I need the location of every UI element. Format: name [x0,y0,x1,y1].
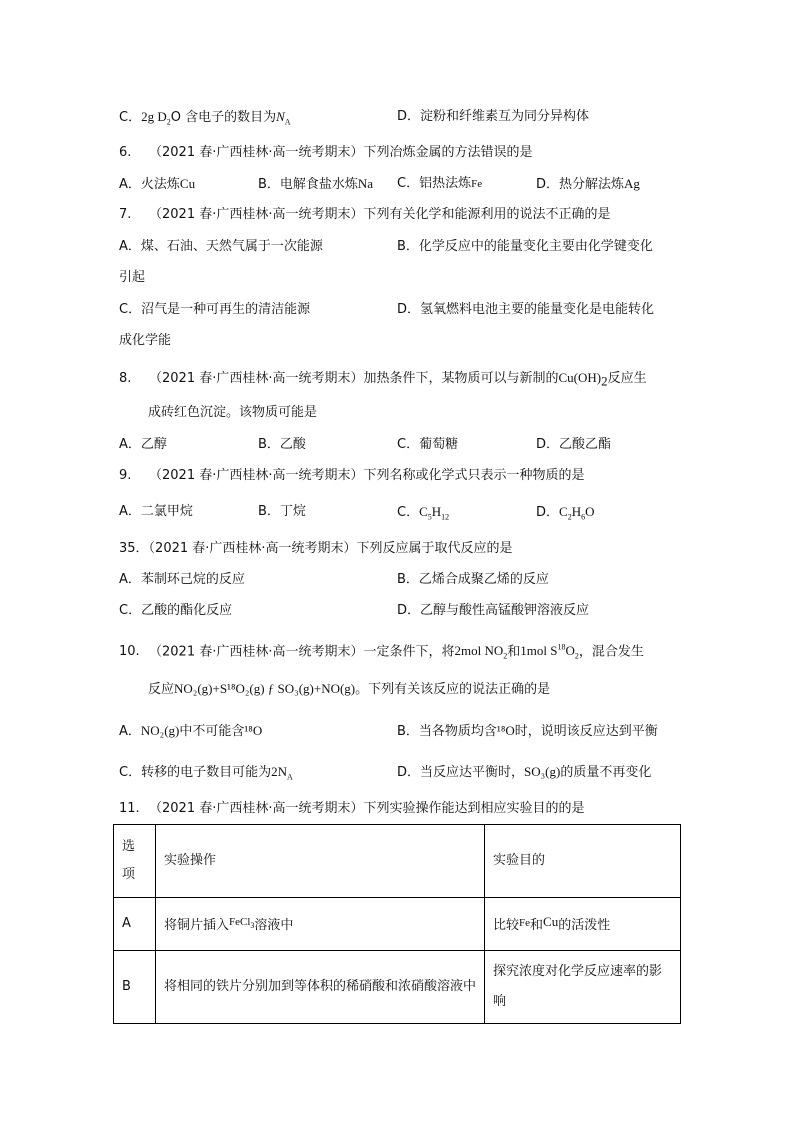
q10-stem-cont: 反应NO₂(g)+S¹⁸O₂(g) ƒ SO₃(g)+NO(g)。下列有关该反应的说法正确的是 [148,681,551,697]
q5-option-d: D．淀粉和纤维素互为同分异构体 [397,109,590,124]
q8-stem: 8. （2021 春·广西桂林·高一统考期末）加热条件下，某物质可以与新制的$Cu(OH)_2$反应生 [119,370,647,389]
row-b-operation: 将相同的铁片分别加到等体积的稀硝酸和浓硝酸溶液中 [156,951,485,1024]
q35-option-b: B．乙烯合成聚乙烯的反应 [397,572,549,587]
table-row [114,951,681,1024]
q6-option-a: A．火法炼Cu [119,176,196,192]
q8-option-a: A．乙醇 [119,437,167,452]
header-purpose: 实验目的 [485,825,681,898]
q8-option-b: B．乙酸 [258,437,306,452]
q7-option-a: A．煤、石油、天然气属于一次能源 [119,239,323,254]
q10-stem: 10. （2021 春·广西桂林·高一统考期末）一定条件下，将2mol $NO_2$和1mol $S^{18}O_2$，混合发生 [119,643,644,661]
row-a-option: A [114,898,156,951]
q9-stem: 9. （2021 春·广西桂林·高一统考期末）下列名称或化学式只表示一种物质的是 [119,468,585,483]
experiment-table [113,824,681,1024]
q7-option-b-cont: 引起 [119,270,146,285]
q7-option-b: B．化学反应中的能量变化主要由化学键变化 [397,239,653,254]
q35-option-c: C．乙酸的酯化反应 [119,603,233,618]
row-a-purpose: 比较$^{Fe}$和Cu的活泼性 [485,898,681,951]
q7-option-d: D．氢氧燃料电池主要的能量变化是电能转化 [397,302,655,317]
table-header-row [114,825,681,898]
q5-option-c: C．2g $D_2O$ 含电子的数目为$N_A$ [119,109,291,127]
q9-option-b: B．丁烷 [258,504,306,519]
header-operation: 实验操作 [156,825,485,898]
q9-option-a: A．二氯甲烷 [119,504,193,519]
header-option: 选项 [114,825,156,898]
q8-stem-cont: 成砖红色沉淀。该物质可能是 [148,405,318,420]
q10-equation: NO₂(g)+S¹⁸O₂(g) ƒ SO₃(g)+NO(g) [174,681,356,696]
q35-option-a: A．苯制环己烷的反应 [119,572,245,587]
table-row [114,898,681,951]
row-b-option: B [114,951,156,1024]
q7-option-c: C．沼气是一种可再生的清洁能源 [119,302,311,317]
q9-option-d: D．$C_2H_6O$ [536,504,595,522]
q10-option-a: A．NO₂(g)中不可能含¹⁸O [119,723,263,739]
row-a-operation: 将铜片插入$^{FeCl_3}$溶液中 [156,898,485,951]
q35-stem: 35．（2021 春·广西桂林·高一统考期末）下列反应属于取代反应的是 [119,541,513,556]
q11-stem: 11. （2021 春·广西桂林·高一统考期末）下列实验操作能达到相应实验目的的是 [119,801,585,816]
q6-stem: 6. （2021 春·广西桂林·高一统考期末）下列冶炼金属的方法错误的是 [119,145,533,160]
q7-stem: 7. （2021 春·广西桂林·高一统考期末）下列有关化学和能源利用的说法不正确的是 [119,207,611,222]
q10-option-c: C．转移的电子数目可能为$2N_A$ [119,764,293,782]
q8-option-c: C．葡萄糖 [397,437,459,452]
q6-option-d: D．热分解法炼Ag [536,176,640,192]
q8-option-d: D．乙酸乙酯 [536,437,612,452]
q10-option-b: B．当各物质均含¹⁸O时，说明该反应达到平衡 [397,723,658,739]
q6-option-c: C．铝热法炼Fe [397,176,483,191]
q35-option-d: D．乙醇与酸性高锰酸钾溶液反应 [397,603,590,618]
q10-option-d: D．当反应达平衡时，SO₃(g)的质量不再变化 [397,764,652,780]
q9-option-c: C．$C_5H_{12}$ [397,504,450,522]
q7-option-d-cont: 成化学能 [119,333,172,348]
row-b-purpose: 探究浓度对化学反应速率的影响 [485,951,681,1024]
q6-option-b: B．电解食盐水炼Na [258,176,374,192]
